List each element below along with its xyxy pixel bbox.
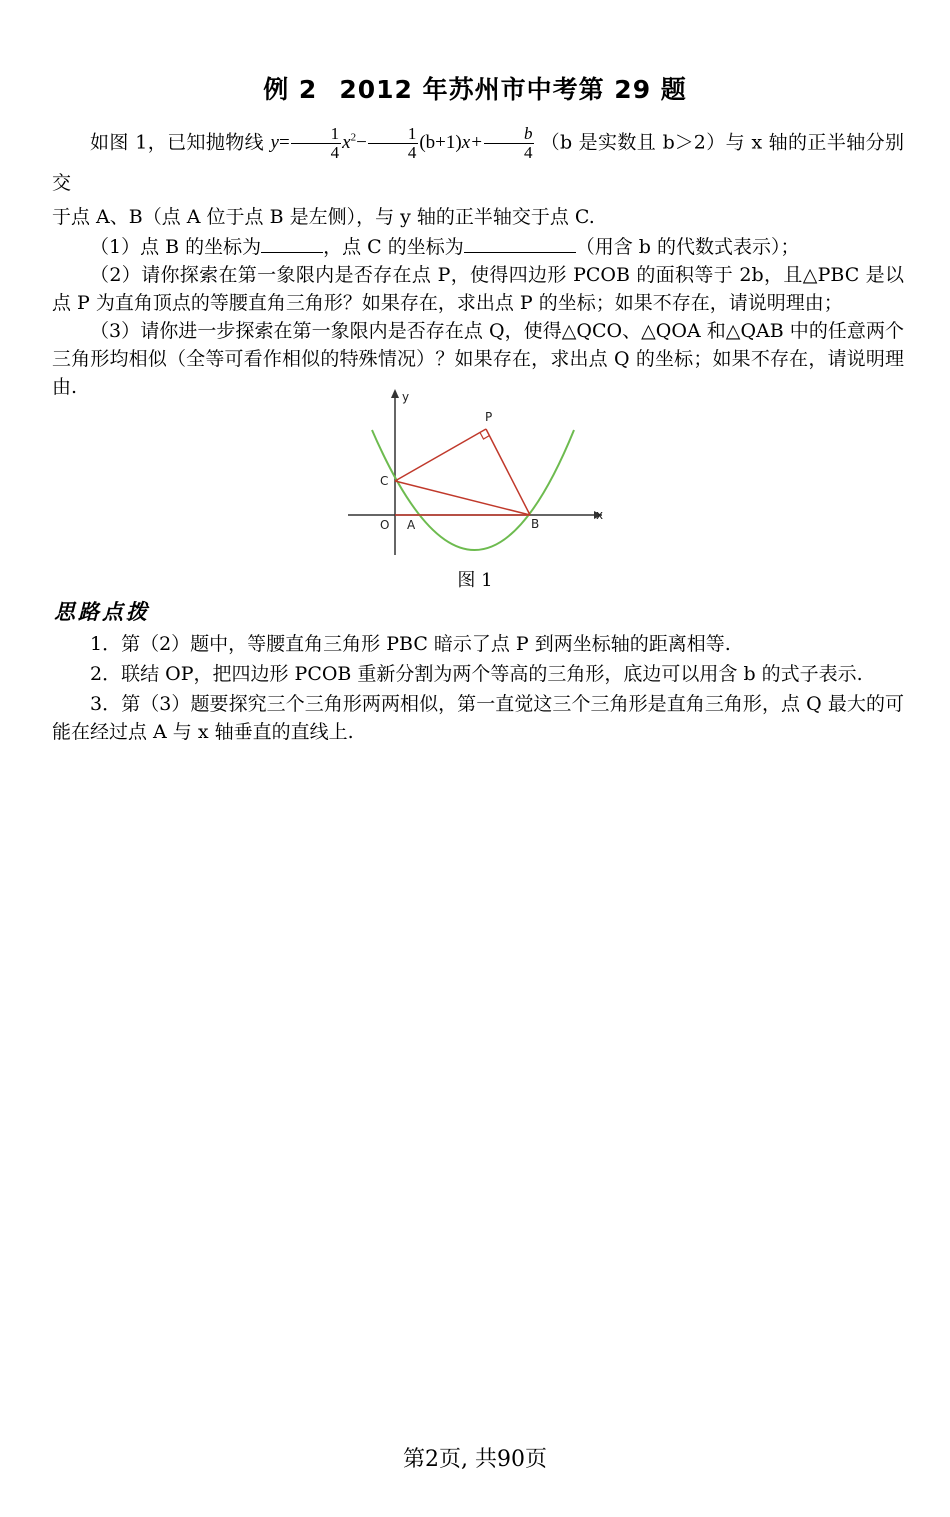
problem-statement bbox=[52, 118, 904, 401]
question-2: （2）请你探索在第一象限内是否存在点 P，使得四边形 PCOB 的面积等于 2b，且△PBC 是以点 P 为直角顶点的等腰直角三角形？如果存在，求出点 P 的坐标；如果不存在，请说明理由； bbox=[52, 264, 904, 315]
segment-CP bbox=[395, 429, 486, 481]
hint-item: 1．第（2）题中，等腰直角三角形 PBC 暗示了点 P 到两坐标轴的距离相等. bbox=[90, 633, 731, 655]
label-B: B bbox=[531, 517, 540, 531]
problem-source: 2012 年苏州市中考第 29 题 bbox=[339, 75, 687, 104]
hints-heading: 思路点拨 bbox=[54, 599, 150, 624]
parabola-figure bbox=[340, 385, 610, 565]
label-P: P bbox=[485, 410, 493, 424]
question-1: （1）点 B 的坐标为 ，点 C 的坐标为 （用含 b 的代数式表示）； bbox=[90, 236, 800, 259]
parabola-curve bbox=[372, 430, 574, 550]
hint-item: 2．联结 OP，把四边形 PCOB 重新分割为两个等高的三角形，底边可以用含 b 的式子表示. bbox=[90, 663, 863, 685]
intro-paragraph: 如图 1，已知抛物线 y= $\frac{1}{4}$ $x^2-$ $\frac{1}{4}$ (b+1)x+ $\frac{b}{4}$ （b 是实数且 b＞2）与 x 轴的正半轴分别交 bbox=[52, 124, 905, 195]
answer-blank-c[interactable] bbox=[464, 234, 576, 253]
segment-PB bbox=[486, 429, 530, 515]
parabola-equation: y= $\frac{1}{4}$ $x^2-$ $\frac{1}{4}$ (b+1)x+ $\frac{b}{4}$ bbox=[270, 124, 533, 163]
problem-label: 例 2 bbox=[263, 75, 318, 104]
y-axis-arrow bbox=[391, 389, 399, 398]
question-3: （3）请你进一步探索在第一象限内是否存在点 Q，使得△QCO、△QOA 和△QAB 中的任意两个三角形均相似（全等可看作相似的特殊情况）？如果存在，求出点 Q 的坐标；如果不存在，请说明理由. bbox=[52, 320, 904, 399]
figure-caption: 图 1 bbox=[457, 570, 493, 591]
label-O: O bbox=[380, 518, 390, 532]
label-y: y bbox=[402, 390, 410, 404]
hints-list bbox=[52, 630, 904, 746]
answer-blank-b[interactable] bbox=[261, 234, 323, 253]
intro-continuation: 于点 A、B（点 A 位于点 B 是左侧），与 y 轴的正半轴交于点 C. bbox=[52, 206, 595, 229]
label-A: A bbox=[407, 518, 416, 532]
page-footer: 第2页, 共90页 bbox=[403, 1447, 547, 1472]
hint-item: 3．第（3）题要探究三个三角形两两相似，第一直觉这三个三角形是直角三角形，点 Q 最大的可能在经过点 A 与 x 轴垂直的直线上. bbox=[52, 693, 904, 743]
label-C: C bbox=[380, 474, 389, 488]
problem-title bbox=[0, 70, 950, 106]
label-x: x bbox=[596, 508, 604, 522]
